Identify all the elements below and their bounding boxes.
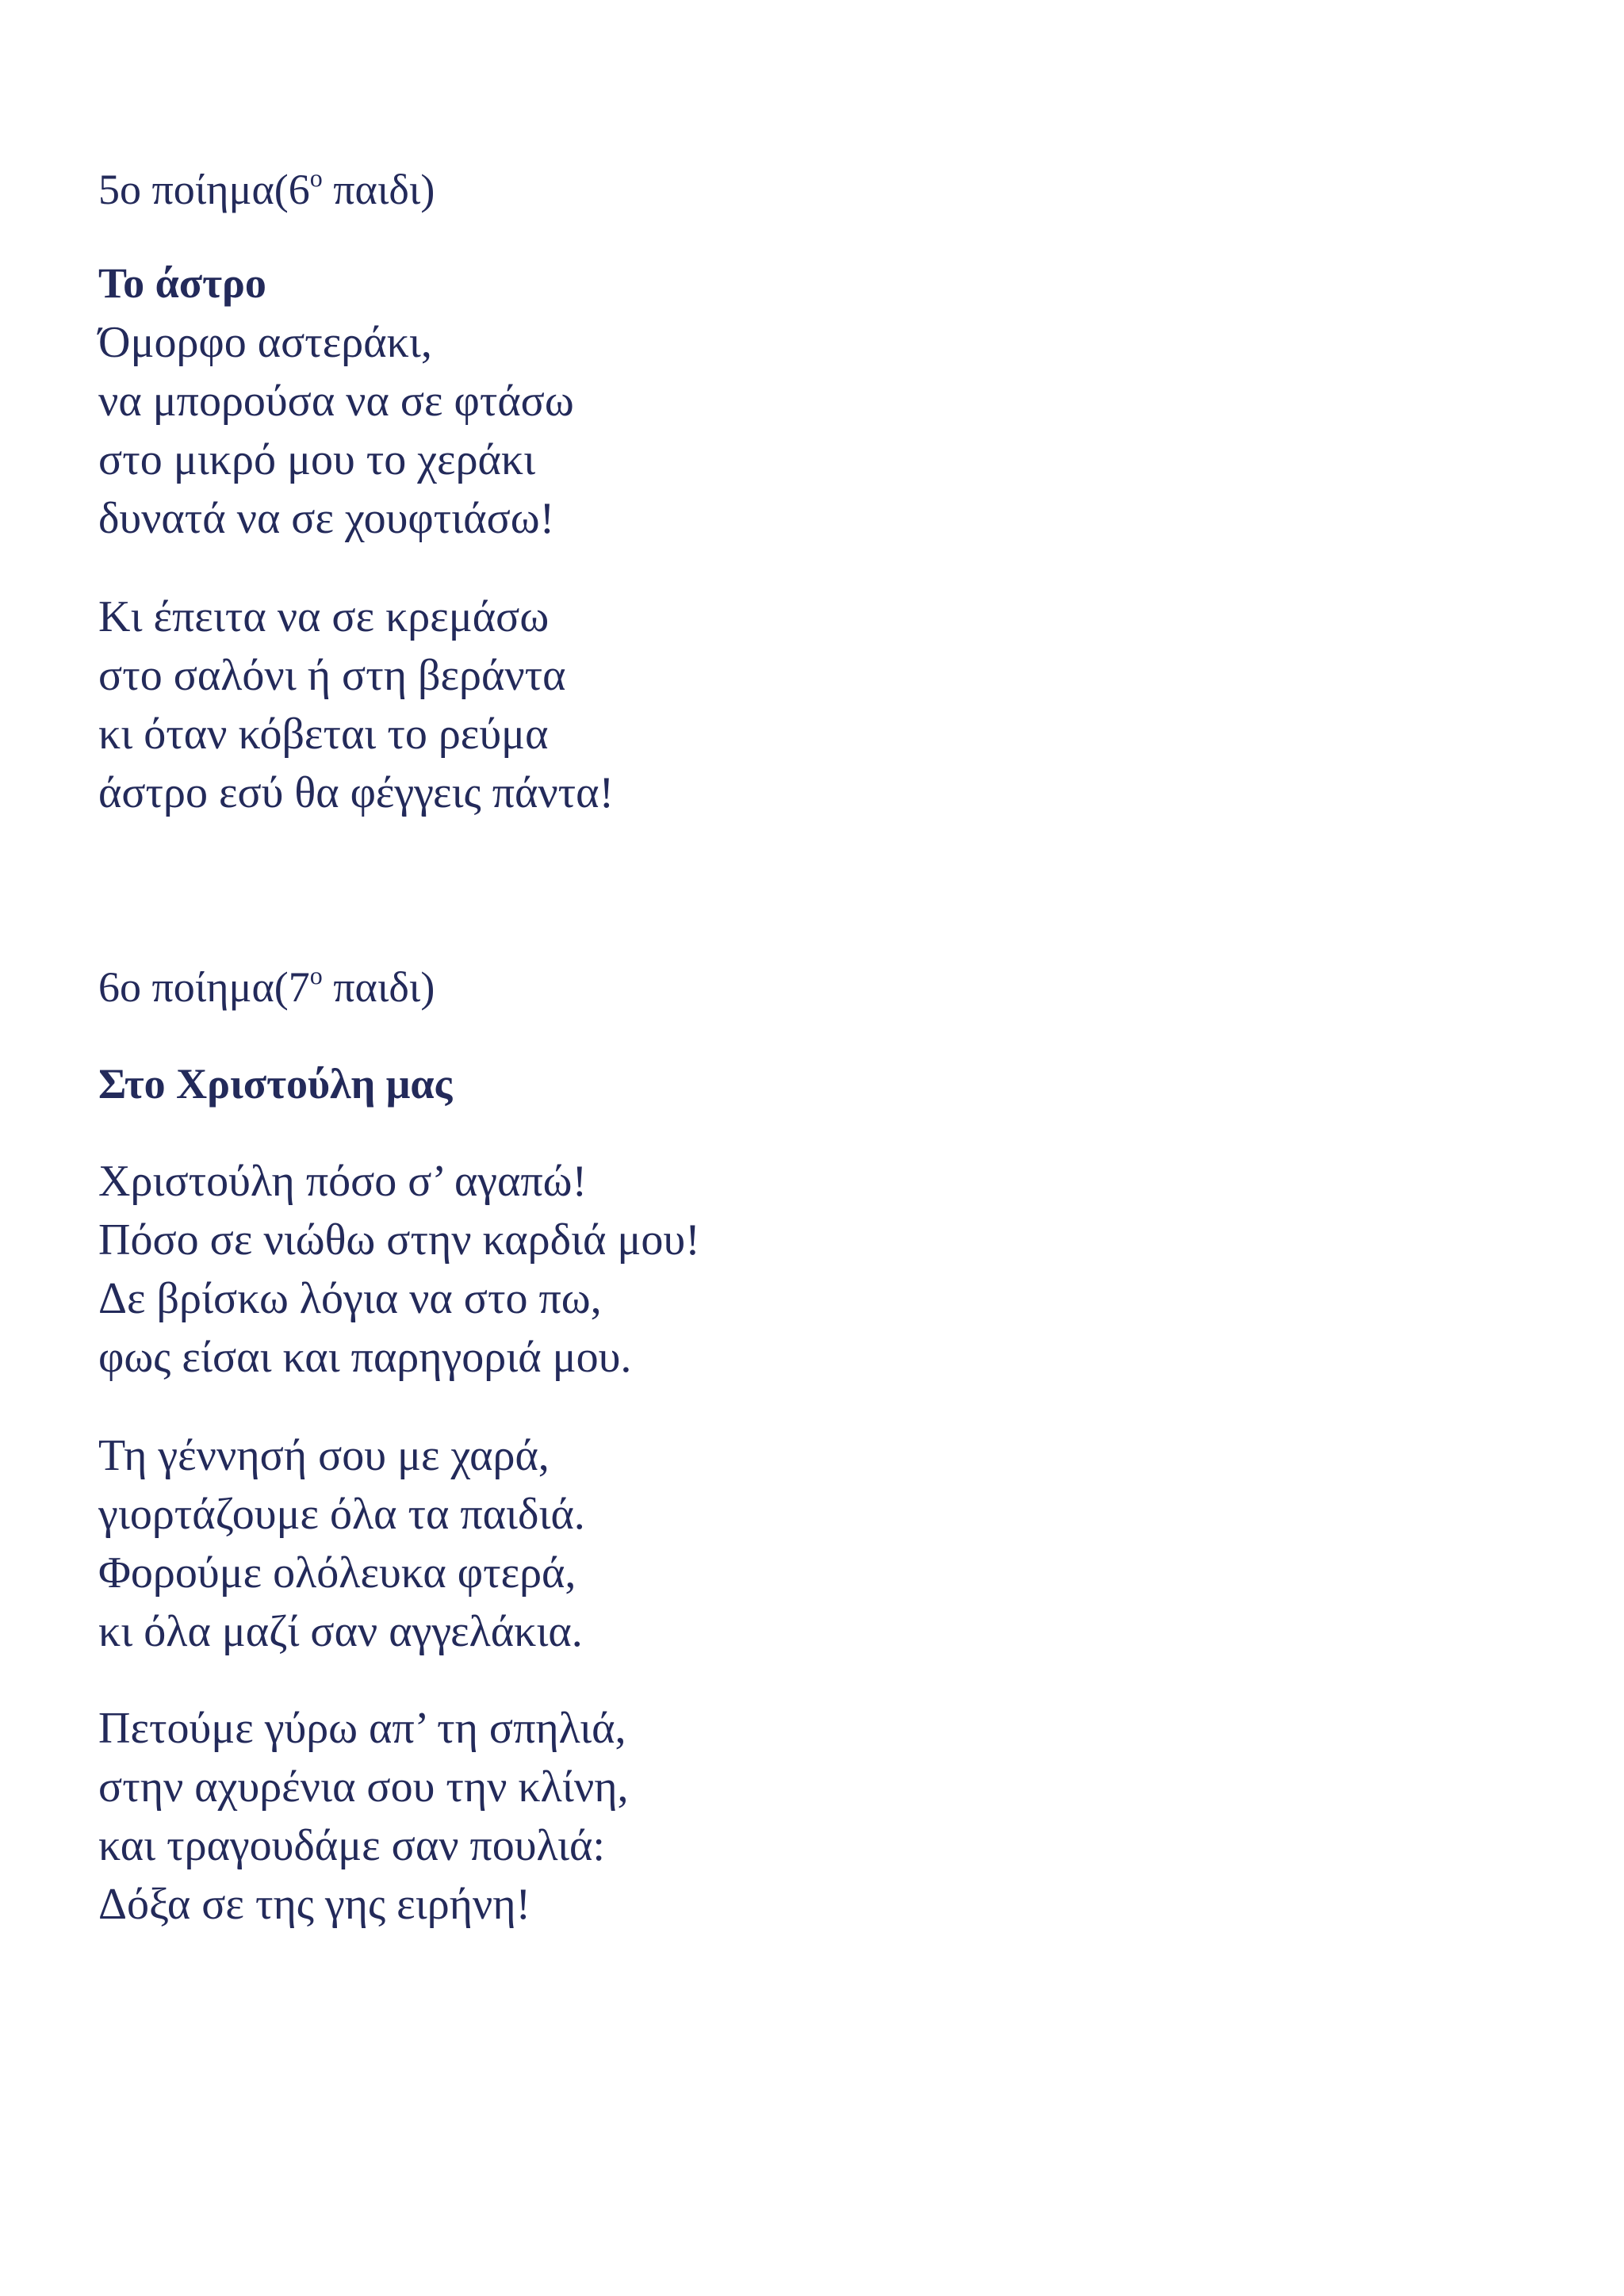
poem-5-heading-prefix: 5ο ποίημα(6	[98, 166, 310, 213]
poem-6-heading-suffix: παιδι)	[322, 963, 435, 1011]
poem-6-heading-superscript: ο	[309, 961, 323, 989]
poem-5-stanza-2-line-3: κι όταν κόβεται το ρεύμα	[98, 710, 549, 759]
poem-5-stanza-2-line-2: στο σαλόνι ή στη βεράντα	[98, 651, 566, 700]
poem-5-heading-superscript: ο	[309, 163, 323, 192]
poem-6-stanza-3-line-3: και τραγουδάμε σαν πουλιά:	[98, 1821, 605, 1870]
poem-5-title: Το άστρο	[98, 259, 266, 307]
poem-5-stanza-1-line-2: να μπορούσα να σε φτάσω	[98, 377, 574, 426]
poem-5-stanza-1-line-3: στο μικρό μου το χεράκι	[98, 435, 536, 484]
poem-6-stanza-2-line-2: γιορτάζουμε όλα τα παιδιά.	[98, 1490, 585, 1539]
poem-6-stanza-2-line-3: Φορούμε ολόλευκα φτερά,	[98, 1548, 576, 1598]
poem-6-heading	[98, 961, 435, 1011]
poem-5-stanza-2-line-4: άστρο εσύ θα φέγγεις πάντα!	[98, 768, 615, 817]
poem-6-stanza-1-line-4: φως είσαι και παρηγοριά μου.	[98, 1333, 632, 1382]
poem-5-stanza-2-line-1: Κι έπειτα να σε κρεμάσω	[98, 592, 550, 641]
poem-6-stanza-1-line-3: Δε βρίσκω λόγια να στο πω,	[98, 1274, 602, 1323]
poem-5-heading-suffix: παιδι)	[322, 166, 435, 213]
poem-6-stanza-2-line-1: Τη γέννησή σου με χαρά,	[98, 1431, 550, 1480]
poem-6-title: Στο Χριστούλη μας	[98, 1060, 453, 1108]
poem-6-stanza-3-line-2: στην αχυρένια σου την κλίνη,	[98, 1762, 629, 1812]
poem-5-heading	[98, 163, 435, 213]
poem-6-stanza-3-line-1: Πετούμε γύρω απ’ τη σπηλιά,	[98, 1704, 626, 1753]
poem-5-stanza-1-line-4: δυνατά να σε χουφτιάσω!	[98, 494, 555, 543]
poem-6-stanza-2-line-4: κι όλα μαζί σαν αγγελάκια.	[98, 1607, 583, 1656]
poem-5-stanza-1-line-1: Όμορφο αστεράκι,	[98, 318, 432, 367]
poem-6-stanza-3-line-4: Δόξα σε της γης ειρήνη!	[98, 1880, 531, 1929]
poem-6-heading-prefix: 6ο ποίημα(7	[98, 963, 310, 1011]
poem-6-stanza-1-line-1: Χριστούλη πόσο σ’ αγαπώ!	[98, 1157, 588, 1206]
poem-6-stanza-1-line-2: Πόσο σε νιώθω στην καρδιά μου!	[98, 1215, 700, 1265]
